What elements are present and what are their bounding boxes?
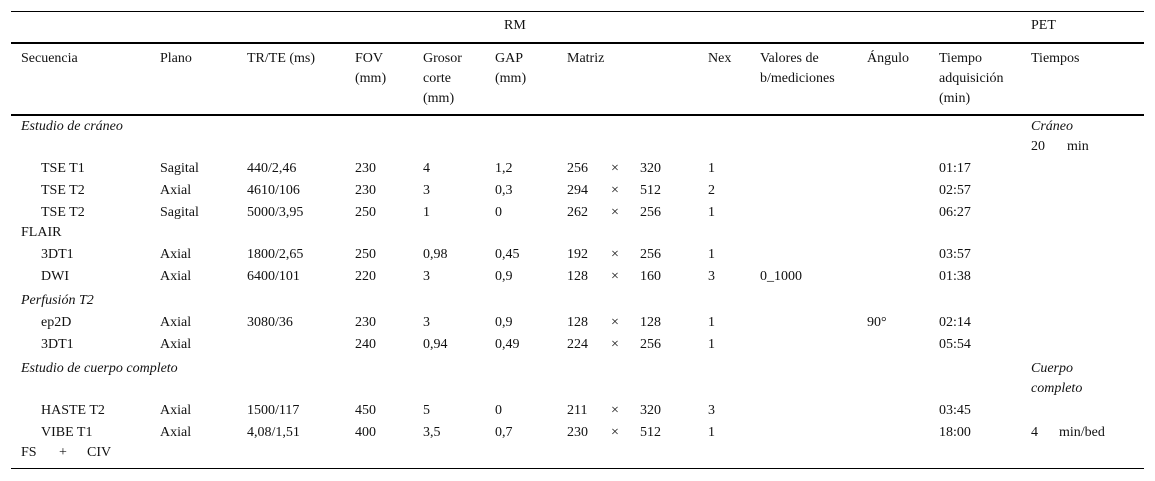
row-sequence: HASTE T2 <box>41 403 105 418</box>
pet-label-cuerpo-2: completo <box>1031 381 1083 396</box>
row-matriz-2: 512 <box>640 183 661 198</box>
section-label-cuerpo: Estudio de cuerpo completo <box>21 361 178 376</box>
row-sequence: DWI <box>41 269 69 284</box>
col-header-tiempos: Tiempos <box>1031 51 1080 66</box>
col-header-tiempo-2: adquisición <box>939 71 1004 86</box>
section-label-craneo: Estudio de cráneo <box>21 119 123 134</box>
row-grosor: 0,98 <box>423 247 448 262</box>
row-fov: 230 <box>355 315 376 330</box>
row-matriz-times: × <box>611 425 619 440</box>
row-tiempo: 03:57 <box>939 247 971 262</box>
row-grosor: 0,94 <box>423 337 448 352</box>
row-trte: 4,08/1,51 <box>247 425 300 440</box>
row-trte: 3080/36 <box>247 315 293 330</box>
col-header-valores-1: Valores de <box>760 51 819 66</box>
row-sequence: 3DT1 <box>41 337 74 352</box>
row-gap: 0,3 <box>495 183 513 198</box>
row-matriz-2: 512 <box>640 425 661 440</box>
row-plano: Axial <box>160 183 192 198</box>
row-grosor: 3 <box>423 315 430 330</box>
row-grosor: 3,5 <box>423 425 441 440</box>
row-nex: 3 <box>708 403 715 418</box>
col-header-grosor-3: (mm) <box>423 91 455 106</box>
row-matriz-2: 256 <box>640 337 661 352</box>
row-matriz-times: × <box>611 205 619 220</box>
sequence-table <box>11 11 1144 469</box>
row-tiempo: 01:38 <box>939 269 971 284</box>
row-matriz-times: × <box>611 337 619 352</box>
row-fov: 240 <box>355 337 376 352</box>
row-gap: 0 <box>495 403 502 418</box>
col-header-gap-1: GAP <box>495 51 524 66</box>
group-header-rule <box>11 42 1144 44</box>
row-gap: 0,49 <box>495 337 520 352</box>
col-header-fov-1: FOV <box>355 51 384 66</box>
row-plano: Axial <box>160 425 192 440</box>
row-matriz-1: 230 <box>567 425 588 440</box>
row-fov: 450 <box>355 403 376 418</box>
row-sequence: ep2D <box>41 315 72 330</box>
row-matriz-1: 262 <box>567 205 588 220</box>
group-header-pet: PET <box>1031 18 1056 33</box>
col-header-trte: TR/TE (ms) <box>247 51 316 66</box>
row-grosor: 5 <box>423 403 430 418</box>
row-trte: 4610/106 <box>247 183 300 198</box>
row-nex: 1 <box>708 247 715 262</box>
row-matriz-2: 160 <box>640 269 661 284</box>
row-matriz-times: × <box>611 269 619 284</box>
row-grosor: 3 <box>423 269 430 284</box>
col-header-grosor-2: corte <box>423 71 451 86</box>
row-plano: Sagital <box>160 205 199 220</box>
row-vibe-continuation-fs: FS <box>21 445 37 460</box>
col-header-gap-2: (mm) <box>495 71 527 86</box>
row-trte: 1800/2,65 <box>247 247 304 262</box>
row-trte: 440/2,46 <box>247 161 297 176</box>
row-plano: Axial <box>160 315 192 330</box>
col-header-grosor-1: Grosor <box>423 51 462 66</box>
row-gap: 0,7 <box>495 425 513 440</box>
row-vibe-continuation-civ: CIV <box>87 445 112 460</box>
col-header-matriz: Matriz <box>567 51 605 66</box>
row-sequence: TSE T2 <box>41 205 85 220</box>
row-nex: 1 <box>708 161 715 176</box>
row-tiempo: 02:14 <box>939 315 971 330</box>
row-sequence: TSE T2 <box>41 183 85 198</box>
row-trte: 1500/117 <box>247 403 300 418</box>
row-fov: 250 <box>355 205 376 220</box>
row-gap: 0 <box>495 205 502 220</box>
row-matriz-1: 192 <box>567 247 588 262</box>
row-gap: 0,9 <box>495 269 513 284</box>
group-header-rm: RM <box>504 18 526 33</box>
row-matriz-times: × <box>611 315 619 330</box>
row-matriz-times: × <box>611 247 619 262</box>
row-matriz-2: 320 <box>640 161 661 176</box>
row-trte: 6400/101 <box>247 269 300 284</box>
col-header-tiempo-1: Tiempo <box>939 51 983 66</box>
row-tiempo: 18:00 <box>939 425 971 440</box>
row-fov: 250 <box>355 247 376 262</box>
row-plano: Axial <box>160 269 192 284</box>
row-nex: 2 <box>708 183 715 198</box>
row-matriz-1: 256 <box>567 161 588 176</box>
row-b-values: 0_1000 <box>760 269 802 284</box>
row-fov: 400 <box>355 425 376 440</box>
row-matriz-times: × <box>611 183 619 198</box>
row-matriz-1: 294 <box>567 183 588 198</box>
row-gap: 0,45 <box>495 247 520 262</box>
row-nex: 1 <box>708 337 715 352</box>
pet-unit-craneo: min <box>1067 139 1089 154</box>
row-matriz-times: × <box>611 403 619 418</box>
row-plano: Axial <box>160 337 192 352</box>
row-sequence: VIBE T1 <box>41 425 93 440</box>
pet-value-vibe: 4 <box>1031 425 1038 440</box>
section-label-perfusion: Perfusión T2 <box>21 293 94 308</box>
row-sequence: 3DT1 <box>41 247 74 262</box>
row-matriz-1: 224 <box>567 337 588 352</box>
col-header-fov-2: (mm) <box>355 71 387 86</box>
row-nex: 1 <box>708 425 715 440</box>
pet-label-cuerpo-1: Cuerpo <box>1031 361 1073 376</box>
col-header-valores-2: b/mediciones <box>760 71 835 86</box>
row-tiempo: 01:17 <box>939 161 971 176</box>
bottom-rule <box>11 468 1144 469</box>
row-trte: 5000/3,95 <box>247 205 304 220</box>
col-header-tiempo-3: (min) <box>939 91 971 106</box>
row-fov: 230 <box>355 183 376 198</box>
pet-unit-vibe: min/bed <box>1059 425 1105 440</box>
row-vibe-continuation-plus: + <box>59 445 67 460</box>
row-matriz-2: 128 <box>640 315 661 330</box>
row-angulo: 90° <box>867 315 887 330</box>
row-plano: Sagital <box>160 161 199 176</box>
row-gap: 0,9 <box>495 315 513 330</box>
row-flair-continuation: FLAIR <box>21 225 62 240</box>
row-plano: Axial <box>160 247 192 262</box>
pet-label-craneo: Cráneo <box>1031 119 1073 134</box>
row-tiempo: 03:45 <box>939 403 971 418</box>
column-header-rule <box>11 114 1144 116</box>
row-matriz-2: 320 <box>640 403 661 418</box>
row-matriz-1: 211 <box>567 403 588 418</box>
row-matriz-1: 128 <box>567 269 588 284</box>
col-header-plano: Plano <box>160 51 192 66</box>
row-matriz-2: 256 <box>640 247 661 262</box>
row-fov: 220 <box>355 269 376 284</box>
top-rule <box>11 11 1144 12</box>
row-nex: 1 <box>708 315 715 330</box>
row-plano: Axial <box>160 403 192 418</box>
row-matriz-2: 256 <box>640 205 661 220</box>
row-nex: 3 <box>708 269 715 284</box>
row-tiempo: 06:27 <box>939 205 971 220</box>
pet-value-craneo: 20 <box>1031 139 1045 154</box>
col-header-secuencia: Secuencia <box>21 51 78 66</box>
row-grosor: 3 <box>423 183 430 198</box>
col-header-angulo: Ángulo <box>867 51 909 66</box>
row-grosor: 4 <box>423 161 430 176</box>
row-grosor: 1 <box>423 205 430 220</box>
row-tiempo: 05:54 <box>939 337 971 352</box>
row-tiempo: 02:57 <box>939 183 971 198</box>
row-matriz-times: × <box>611 161 619 176</box>
row-fov: 230 <box>355 161 376 176</box>
row-nex: 1 <box>708 205 715 220</box>
row-gap: 1,2 <box>495 161 513 176</box>
row-matriz-1: 128 <box>567 315 588 330</box>
row-sequence: TSE T1 <box>41 161 85 176</box>
col-header-nex: Nex <box>708 51 732 66</box>
